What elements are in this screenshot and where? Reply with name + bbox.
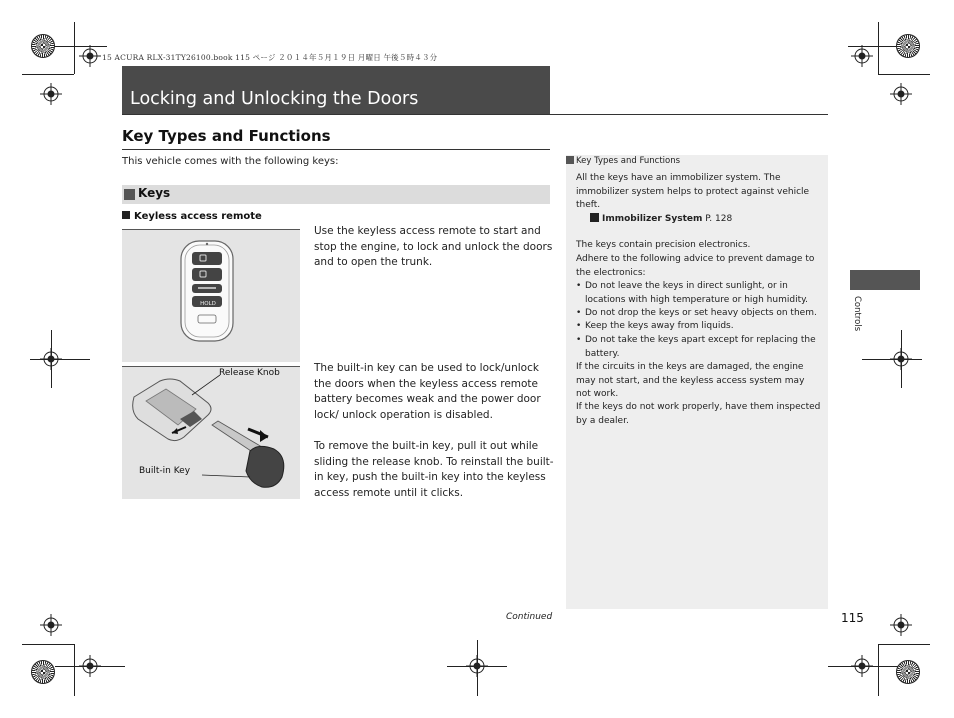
registration-mark-icon (890, 614, 912, 636)
subsection-title: Keys (138, 186, 171, 200)
continued-note: Continued (506, 612, 553, 622)
key-drawing (122, 367, 300, 500)
color-target-icon (31, 660, 55, 684)
hold-label: HOLD (200, 301, 216, 307)
immobilizer-reference[interactable] (590, 213, 732, 224)
chapter-tab[interactable] (850, 270, 920, 290)
remote-illustration (122, 229, 300, 362)
side-heading-label: Key Types and Functions (576, 156, 681, 166)
section-rule (122, 149, 550, 150)
side-bullet: • Do not drop the keys or set heavy objects on them. (576, 307, 821, 321)
file-header: 15 ACURA RLX-31TY26100.book 115 ページ ２０１４年５月１９日 月曜日 午後５時４３分 (102, 53, 438, 62)
remote-drawing (122, 230, 300, 363)
subheading (122, 211, 262, 222)
para-remove: To remove the built-in key, pull it out while sliding the release knob. To reinstall the built-in key, push the built-in key into the keyless access remote until it clicks. (314, 440, 554, 499)
color-target-icon (31, 34, 55, 58)
side-para-4: If the circuits in the keys are damaged, the engine may not start, and the keyless access system may not work. (576, 362, 805, 399)
side-para-5: If the keys do not work properly, have them inspected by a dealer. (576, 402, 821, 426)
ref-page: P. 128 (705, 214, 733, 224)
subheading-label: Keyless access remote (134, 211, 262, 222)
page-title: Locking and Unlocking the Doors (130, 89, 419, 109)
registration-mark-icon (79, 45, 101, 67)
section-title: Key Types and Functions (122, 127, 331, 145)
color-target-icon (896, 660, 920, 684)
side-para-2: The keys contain precision electronics. (576, 240, 751, 250)
page-number: 115 (841, 611, 864, 625)
registration-mark-icon (40, 614, 62, 636)
para-remote: Use the keyless access remote to start and stop the engine, to lock and unlock the doors and to open the trunk. (314, 225, 553, 268)
side-para-1: All the keys have an immobilizer system. The immobilizer system helps to protect against vehicle theft. (576, 173, 810, 210)
side-bullet: • Do not leave the keys in direct sunlight, or in locations with high temperature or high humidity. (576, 280, 821, 307)
registration-mark-icon (890, 83, 912, 105)
builtin-key-callout: Built-in Key (139, 466, 191, 476)
builtin-key-illustration (122, 366, 300, 499)
registration-mark-icon (40, 83, 62, 105)
para-builtin: The built-in key can be used to lock/unlock the doors when the keyless access remote battery becomes weak and the power door lock/ unlock operation is disabled. (314, 362, 541, 421)
registration-mark-icon (851, 45, 873, 67)
reference-arrow-icon (590, 213, 599, 222)
subsection-bar (122, 185, 550, 204)
note-icon (566, 156, 574, 164)
ref-label[interactable]: Immobilizer System (602, 214, 703, 224)
title-rule (122, 114, 828, 115)
side-bullet: • Keep the keys away from liquids. (576, 320, 821, 334)
side-note-heading (566, 156, 680, 166)
intro-text: This vehicle comes with the following keys: (122, 156, 339, 167)
side-para-3: Adhere to the following advice to prevent damage to the electronics: (576, 254, 815, 278)
release-knob-callout: Release Knob (219, 368, 280, 378)
square-bullet-icon (124, 189, 135, 200)
side-bullet: • Do not take the keys apart except for replacing the battery. (576, 334, 821, 361)
chapter-tab-label[interactable]: Controls (852, 296, 862, 332)
square-bullet-icon (122, 211, 130, 219)
